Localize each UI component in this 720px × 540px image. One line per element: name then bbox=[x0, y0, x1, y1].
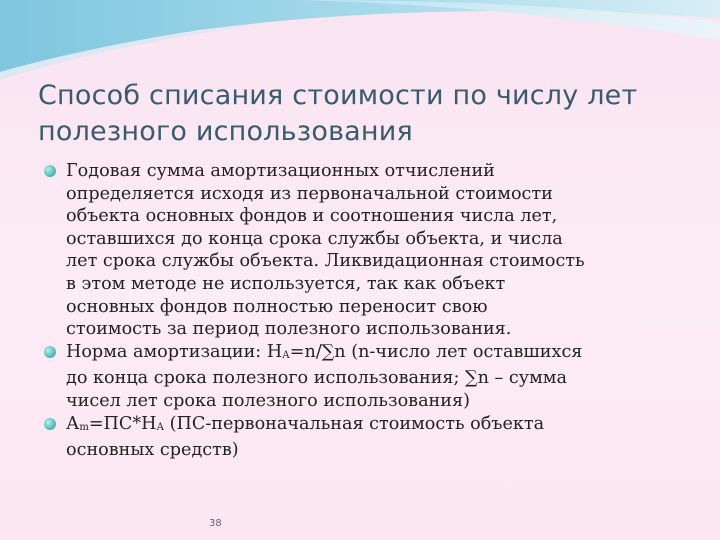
slide-title bbox=[38, 78, 698, 150]
text-line: чисел лет срока полезного использования) bbox=[66, 390, 470, 411]
formula-line bbox=[66, 413, 692, 440]
bullet-dot-icon bbox=[44, 418, 56, 430]
page-number: 38 bbox=[209, 518, 222, 529]
formula-subscript: А bbox=[282, 349, 290, 361]
text-line: основных средств) bbox=[66, 440, 239, 461]
formula-subscript: А bbox=[156, 421, 165, 433]
formula-subscript: m bbox=[79, 421, 89, 433]
text-line: объекта основных фондов и соотношения числа лет, bbox=[66, 206, 558, 227]
text-line: в этом методе не используется, так как объект bbox=[66, 273, 506, 294]
formula-line bbox=[66, 341, 692, 368]
formula-text: =n/∑n (n-число лет оставшихся bbox=[289, 341, 583, 362]
text-line: определяется исходя из первоначальной стоимости bbox=[66, 183, 553, 204]
text-line: основных фондов полностью переносит свою bbox=[66, 296, 488, 317]
slide-title-line-1: Способ списания стоимости по числу лет bbox=[38, 80, 638, 111]
bullet-item-depreciation-amount bbox=[42, 413, 692, 462]
header-swoosh-decoration bbox=[0, 0, 720, 80]
text-line: Годовая сумма амортизационных отчислений bbox=[66, 161, 495, 181]
formula-text: А bbox=[66, 413, 80, 434]
text-line: оставшихся до конца срока службы объекта, и числа bbox=[66, 228, 563, 249]
bullet-item-annual-depreciation bbox=[42, 160, 692, 341]
bullet-list bbox=[42, 160, 692, 462]
text-line: стоимость за период полезного использования. bbox=[66, 319, 512, 340]
bullet-item-depreciation-rate bbox=[42, 341, 692, 413]
formula-text: =ПС*Н bbox=[88, 413, 157, 434]
bullet-dot-icon bbox=[44, 165, 56, 177]
text-line: лет срока службы объекта. Ликвидационная стоимость bbox=[66, 251, 585, 272]
slide-title-line-2: полезного использования bbox=[38, 116, 413, 147]
formula-text: Норма амортизации: Н bbox=[66, 341, 283, 362]
formula-text: (ПС-первоначальная стоимость объекта bbox=[164, 413, 545, 434]
text-line: до конца срока полезного использования; ∑n – сумма bbox=[66, 368, 567, 389]
bullet-dot-icon bbox=[44, 346, 56, 358]
